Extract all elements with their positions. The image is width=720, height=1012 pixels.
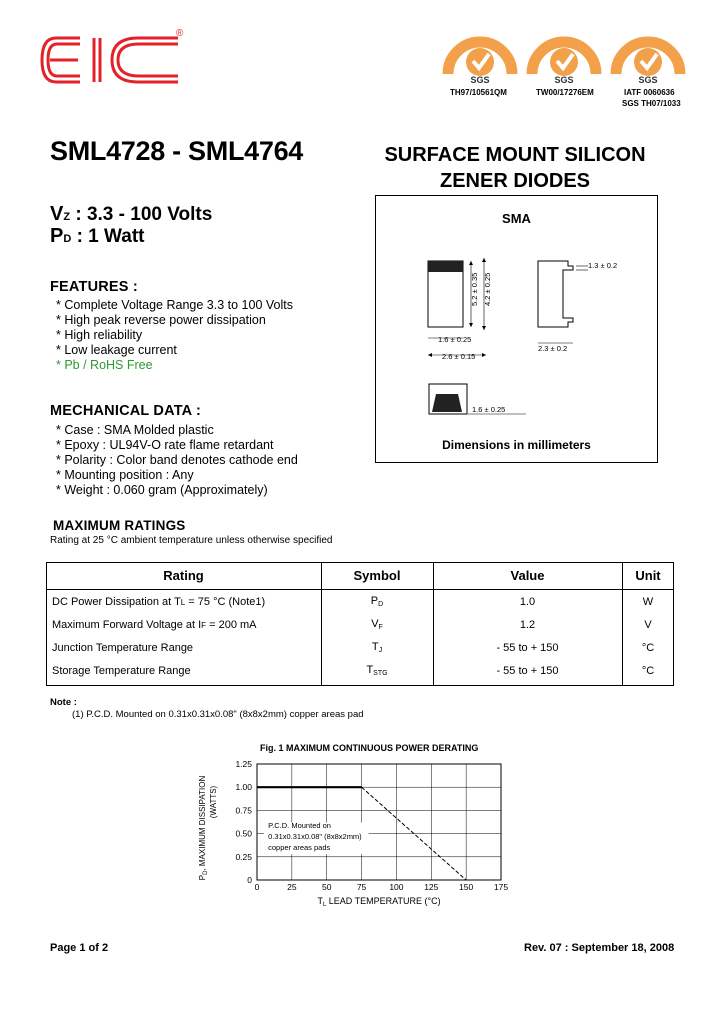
table-row — [46, 613, 674, 636]
value-cell: 1.0 — [519, 595, 536, 608]
value-cell: - 55 to + 150 — [496, 641, 559, 654]
col-header-symbol: Symbol — [321, 562, 433, 590]
part-number-title: SML4728 - SML4764 — [50, 136, 304, 166]
list-item: * Mounting position : Any — [56, 468, 194, 482]
rating-cell: DC Power Dissipation at TL = 75 °C (Note1) — [52, 595, 266, 608]
revision-date: Rev. 07 : September 18, 2008 — [524, 942, 675, 954]
y-axis-label: $P_D$, MAXIMUM DISSIPATION — [198, 775, 209, 881]
x-tick-label: 75 — [356, 882, 367, 892]
dim-label: 2.6 ± 0.15 — [442, 352, 476, 361]
rating-cell: Storage Temperature Range — [52, 664, 191, 677]
symbol-cell: TJ — [371, 641, 383, 654]
value-cell: 1.2 — [519, 618, 536, 631]
cert-code-3a: IATF 0060636 — [624, 88, 675, 97]
dim-label: 4.2 ± 0.25 — [483, 272, 492, 306]
cert-code-3b: SGS TH07/1033 — [622, 99, 681, 108]
x-tick-label: 25 — [287, 882, 297, 892]
x-tick-label: 175 — [493, 882, 509, 892]
dim-label: 1.6 ± 0.25 — [472, 405, 506, 414]
dim-label: 2.3 ± 0.2 — [538, 344, 568, 353]
x-axis-label: $T_L$ LEAD TEMPERATURE (°C) — [317, 896, 441, 908]
product-title-line1: SURFACE MOUNT SILICON — [384, 144, 646, 166]
registered-mark: ® — [176, 28, 184, 39]
chart-title: Fig. 1 MAXIMUM CONTINUOUS POWER DERATING — [260, 743, 479, 753]
features-list — [56, 298, 293, 373]
rating-cell: Maximum Forward Voltage at IF = 200 mA — [52, 618, 257, 631]
symbol-cell: PD — [370, 595, 384, 608]
list-item-rohs: * Pb / RoHS Free — [56, 358, 153, 372]
rating-cell: Junction Temperature Range — [52, 641, 194, 654]
unit-cell: W — [642, 595, 654, 608]
table-row — [46, 636, 674, 659]
dim-label: 1.3 ± 0.2 — [588, 261, 618, 270]
x-tick-label: 150 — [459, 882, 474, 892]
table-header-row — [46, 562, 674, 590]
cert-code-2: TW00/17276EM — [536, 88, 594, 97]
col-header-value: Value — [433, 562, 622, 590]
y-tick-label: 0.75 — [235, 805, 252, 816]
svg-text:SGS: SGS — [470, 75, 490, 85]
y-axis-unit: (WATTS) — [209, 785, 218, 819]
value-cell: - 55 to + 150 — [496, 664, 559, 677]
features-heading: FEATURES : — [50, 279, 138, 295]
list-item: * Case : SMA Molded plastic — [56, 423, 214, 437]
package-outline-box — [375, 195, 658, 463]
y-tick-label: 0 — [247, 875, 252, 885]
col-header-rating: Rating — [46, 562, 321, 590]
annotation-line: P.C.D. Mounted on — [268, 821, 331, 831]
symbol-cell: TSTG — [366, 664, 388, 677]
note-label: Note : — [50, 697, 77, 708]
list-item: * Weight : 0.060 gram (Approximately) — [56, 483, 268, 497]
y-tick-label: 0.50 — [235, 828, 252, 839]
mechanical-list — [56, 423, 298, 498]
col-header-unit: Unit — [622, 562, 674, 590]
y-tick-label: 0.25 — [235, 851, 252, 862]
x-tick-label: 125 — [424, 882, 439, 892]
cert-code-1: TH97/10561QM — [450, 88, 507, 97]
dim-label: 1.6 ± 0.25 — [438, 335, 472, 344]
annotation-line: 0.31x0.31x0.08" (8x8x2mm) — [268, 832, 362, 842]
list-item: * Polarity : Color band denotes cathode end — [56, 453, 298, 467]
unit-cell: V — [644, 618, 652, 631]
dim-label: 5.2 ± 0.35 — [470, 272, 479, 306]
list-item: * Epoxy : UL94V-O rate flame retardant — [56, 438, 274, 452]
list-item: * High reliability — [56, 328, 143, 342]
svg-text:SGS: SGS — [638, 75, 658, 85]
cert-badge-iso9001 — [440, 30, 520, 94]
y-tick-label: 1.00 — [235, 782, 252, 793]
annotation-line: copper areas pads — [268, 843, 331, 853]
note-text: (1) P.C.D. Mounted on 0.31x0.31x0.08" (8x8x2mm) copper areas pad — [72, 709, 364, 720]
unit-cell: °C — [641, 641, 655, 654]
x-tick-label: 50 — [321, 882, 332, 892]
max-ratings-heading: MAXIMUM RATINGS — [53, 518, 186, 533]
ratings-table — [46, 562, 674, 682]
cert-badge-iso14001 — [524, 30, 604, 94]
product-title-line2: ZENER DIODES — [439, 170, 591, 192]
max-ratings-subtitle: Rating at 25 °C ambient temperature unless otherwise specified — [50, 535, 333, 546]
package-name: SMA — [502, 211, 531, 226]
company-logo — [36, 30, 186, 90]
table-row — [46, 590, 674, 614]
list-item: * High peak reverse power dissipation — [56, 313, 266, 327]
table-row — [46, 659, 674, 682]
package-dimension-caption: Dimensions in millimeters — [442, 438, 591, 452]
cert-badge-ts16949 — [608, 30, 688, 94]
power-derating-chart — [185, 748, 515, 918]
spec-vz: VZ : 3.3 - 100 Volts — [50, 203, 213, 225]
y-tick-label: 1.25 — [235, 759, 252, 769]
package-drawing — [376, 246, 659, 446]
list-item: * Low leakage current — [56, 343, 177, 357]
symbol-cell: VF — [371, 618, 383, 631]
spec-pd: PD : 1 Watt — [50, 225, 145, 247]
unit-cell: °C — [641, 664, 655, 677]
page-number: Page 1 of 2 — [50, 942, 109, 954]
list-item: * Complete Voltage Range 3.3 to 100 Volts — [56, 298, 293, 312]
mechanical-heading: MECHANICAL DATA : — [50, 403, 202, 419]
x-tick-label: 100 — [389, 882, 404, 892]
svg-text:SGS: SGS — [554, 75, 574, 85]
x-tick-label: 0 — [254, 882, 260, 892]
